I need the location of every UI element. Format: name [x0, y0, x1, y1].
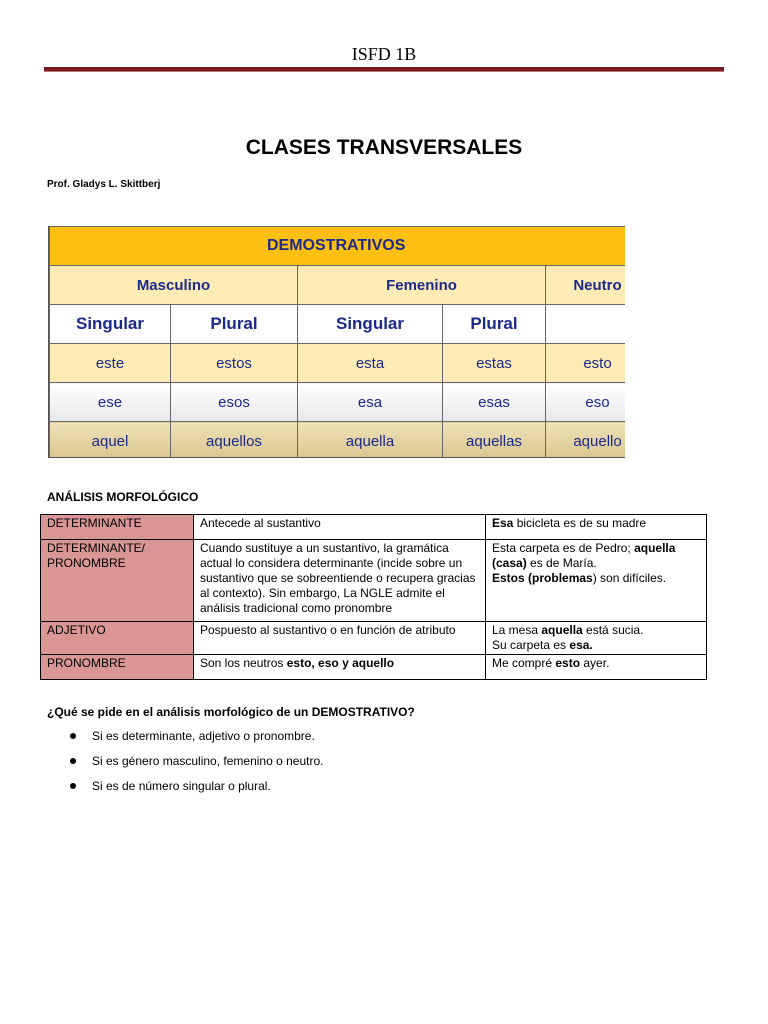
demostrativo-cell: esos — [171, 383, 298, 422]
analysis-description: Pospuesto al sustantivo o en función de atributo — [194, 622, 486, 655]
analysis-table — [40, 514, 707, 680]
gender-masculino: Masculino — [50, 266, 298, 305]
demostrativo-cell: aquellas — [443, 422, 546, 459]
demostrativos-chart — [48, 226, 625, 458]
analysis-heading: ANÁLISIS MORFOLÓGICO — [47, 490, 199, 504]
list-item — [70, 729, 323, 754]
demostrativo-cell: estas — [443, 344, 546, 383]
bullet-icon — [70, 783, 76, 789]
list-item-text: Si es determinante, adjetivo o pronombre. — [92, 729, 315, 743]
analysis-row — [41, 540, 707, 622]
demostrativo-cell: aquello — [546, 422, 626, 459]
analysis-row — [41, 655, 707, 680]
number-empty — [546, 305, 626, 344]
analysis-category: ADJETIVO — [41, 622, 194, 655]
demostrativo-cell: aquellos — [171, 422, 298, 459]
number-plural: Plural — [443, 305, 546, 344]
analysis-row — [41, 515, 707, 540]
demostrativo-cell: ese — [50, 383, 171, 422]
gender-femenino: Femenino — [298, 266, 546, 305]
header-divider — [44, 67, 724, 71]
demostrativo-cell: esta — [298, 344, 443, 383]
demostrativo-cell: este — [50, 344, 171, 383]
demostrativo-cell: aquel — [50, 422, 171, 459]
header-title: ISFD 1B — [351, 44, 417, 64]
analysis-description: Cuando sustituye a un sustantivo, la gramática actual lo considera determinante (incide sobre un sustantivo que se sobreentiende o recupera gracias al contexto). Sin embargo, La NGLE admite el análisis tradicional como pronombre — [194, 540, 486, 622]
analysis-example: La mesa aquella está sucia. Su carpeta es esa. — [486, 622, 707, 655]
list-item — [70, 754, 323, 779]
list-item-text: Si es de número singular o plural. — [92, 779, 271, 793]
number-singular: Singular — [50, 305, 171, 344]
demostrativo-row — [50, 422, 626, 459]
analysis-row — [41, 622, 707, 655]
demostrativo-cell: estos — [171, 344, 298, 383]
bullet-icon — [70, 758, 76, 764]
number-plural: Plural — [171, 305, 298, 344]
requirements-list — [70, 729, 323, 804]
analysis-category: DETERMINANTE/ PRONOMBRE — [41, 540, 194, 622]
demostrativo-row — [50, 344, 626, 383]
document-title: CLASES TRANSVERSALES — [245, 136, 523, 159]
analysis-example: Me compré esto ayer. — [486, 655, 707, 680]
demostrativo-cell: esto — [546, 344, 626, 383]
demostrativo-cell: aquella — [298, 422, 443, 459]
analysis-category: PRONOMBRE — [41, 655, 194, 680]
demostrativo-row — [50, 383, 626, 422]
demostrativo-cell: esas — [443, 383, 546, 422]
demostrativo-cell: esa — [298, 383, 443, 422]
bullet-icon — [70, 733, 76, 739]
gender-neutro: Neutro — [546, 266, 626, 305]
demostrativo-cell: eso — [546, 383, 626, 422]
list-item-text: Si es género masculino, femenino o neutro. — [92, 754, 324, 768]
author-name: Prof. Gladys L. Skittberj — [47, 179, 161, 190]
analysis-description: Son los neutros esto, eso y aquello — [194, 655, 486, 680]
question-heading: ¿Qué se pide en el análisis morfológico de un DEMOSTRATIVO? — [47, 705, 415, 719]
list-item — [70, 779, 323, 804]
number-singular: Singular — [298, 305, 443, 344]
analysis-description: Antecede al sustantivo — [194, 515, 486, 540]
analysis-example: Esa bicicleta es de su madre — [486, 515, 707, 540]
demostrativos-table — [49, 226, 625, 458]
demostrativos-title: DEMOSTRATIVOS — [50, 227, 626, 266]
analysis-example: Esta carpeta es de Pedro; aquella (casa) es de María. Estos (problemas) son difíciles. — [486, 540, 707, 622]
analysis-category: DETERMINANTE — [41, 515, 194, 540]
